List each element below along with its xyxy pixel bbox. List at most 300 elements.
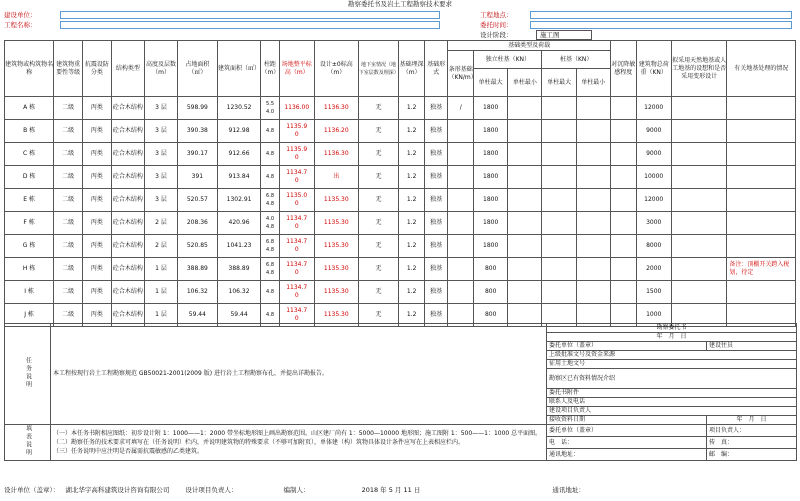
row-pile-min[interactable] <box>576 120 610 143</box>
commission-phone[interactable]: 电 话： <box>547 437 707 449</box>
row-floor-area[interactable]: 1041.23 <box>217 235 261 258</box>
header-stage-row <box>480 30 513 40</box>
col-building: 建筑物或构筑物名称 <box>5 41 54 97</box>
row-depth[interactable]: 1.2 <box>399 143 425 166</box>
row-floor-area[interactable]: 913.84 <box>217 166 261 189</box>
location-field[interactable] <box>530 11 792 19</box>
row-pile-min[interactable] <box>576 166 610 189</box>
row-height[interactable]: 3 层 <box>144 166 177 189</box>
row-area[interactable]: 391 <box>178 166 218 189</box>
row-note[interactable] <box>727 120 796 143</box>
row-note[interactable] <box>727 281 796 304</box>
row-zero-level[interactable]: 1136.20 <box>314 120 358 143</box>
row-name[interactable]: A 栋 <box>5 97 54 120</box>
row-name[interactable]: G 栋 <box>5 235 54 258</box>
row-structure[interactable]: 砼合木结构 <box>111 281 144 304</box>
row-pile-min[interactable] <box>576 235 610 258</box>
row-pile-max[interactable] <box>542 120 576 143</box>
col-isolated: 独立柱基（KN） <box>474 51 542 69</box>
row-isolated-min[interactable] <box>508 212 542 235</box>
row-grade[interactable]: 二级 <box>54 189 83 212</box>
table-row <box>5 97 796 120</box>
row-floor-area[interactable]: 106.32 <box>217 281 261 304</box>
row-basement[interactable]: 无 <box>358 212 399 235</box>
row-total-load[interactable]: 9000 <box>636 143 671 166</box>
row-isolated-min[interactable] <box>508 143 542 166</box>
commission-seal-2[interactable]: 委托单位（盖章） <box>547 425 707 437</box>
commission-date-2[interactable]: 年 月 日 <box>707 416 797 425</box>
commission-fax[interactable]: 传 真： <box>707 437 797 449</box>
commission-address[interactable]: 通讯地址： <box>547 449 707 461</box>
row-floor-area[interactable]: 912.98 <box>217 120 261 143</box>
row-height[interactable]: 1 层 <box>144 304 177 327</box>
fill-label: 填表说明 <box>24 425 32 457</box>
row-site-level[interactable]: 1134.7 0 <box>279 258 314 281</box>
row-pile-max[interactable] <box>542 189 576 212</box>
row-seismic[interactable]: 丙类 <box>83 304 112 327</box>
row-depth[interactable]: 1.2 <box>399 304 425 327</box>
row-seismic[interactable]: 丙类 <box>83 143 112 166</box>
row-zero-level[interactable]: 1135.30 <box>314 235 358 258</box>
row-name[interactable]: H 栋 <box>5 258 54 281</box>
row-total-load[interactable]: 12000 <box>636 97 671 120</box>
col-group-foundation: 基础类型及荷载 <box>448 41 611 51</box>
col-sensitivity: 对沉降敏感程度 <box>610 41 636 97</box>
row-pile-max[interactable] <box>542 97 576 120</box>
row-isolated-max[interactable]: 800 <box>474 304 508 327</box>
row-pile-max[interactable] <box>542 212 576 235</box>
row-name[interactable]: I 栋 <box>5 281 54 304</box>
row-site-level[interactable]: 1134.7 0 <box>279 166 314 189</box>
row-strip[interactable] <box>448 166 474 189</box>
row-isolated-min[interactable] <box>508 281 542 304</box>
table-header-row-1 <box>5 41 796 51</box>
row-seismic[interactable]: 丙类 <box>83 212 112 235</box>
row-note[interactable] <box>727 166 796 189</box>
row-area[interactable]: 208.36 <box>178 212 218 235</box>
row-span[interactable]: 4.8 <box>261 166 279 189</box>
row-structure[interactable]: 砼合木结构 <box>111 97 144 120</box>
row-isolated-min[interactable] <box>508 258 542 281</box>
row-floor-area[interactable]: 59.44 <box>217 304 261 327</box>
row-grade[interactable]: 二级 <box>54 258 83 281</box>
row-height[interactable]: 3 层 <box>144 189 177 212</box>
row-floor-area[interactable]: 912.66 <box>217 143 261 166</box>
row-strip[interactable] <box>448 120 474 143</box>
document-title: 勘察委托书及岩土工程勘察技术要求 <box>348 0 452 8</box>
row-site-level[interactable]: 1134.7 0 <box>279 235 314 258</box>
row-strip[interactable] <box>448 281 474 304</box>
row-span[interactable]: 5.5 4.0 <box>261 97 279 120</box>
row-pile-min[interactable] <box>576 212 610 235</box>
col-pile-max: 单柱最大 <box>542 69 576 97</box>
table-row <box>5 166 796 189</box>
row-design[interactable] <box>671 120 727 143</box>
row-note[interactable]: 备注：顶棚开关跨入税划，待定 <box>727 258 796 281</box>
row-height[interactable]: 2 层 <box>144 235 177 258</box>
commission-seal[interactable]: 委托单位（盖章） <box>547 342 707 351</box>
row-sensitivity[interactable] <box>610 166 636 189</box>
row-design[interactable] <box>671 166 727 189</box>
row-structure[interactable]: 砼合木结构 <box>111 120 144 143</box>
time-label: 委托时间： <box>480 21 513 29</box>
row-isolated-min[interactable] <box>508 120 542 143</box>
col-zero-level: 设计±0标高（m） <box>314 41 358 97</box>
row-note[interactable] <box>727 212 796 235</box>
lower-section <box>4 323 797 461</box>
time-field[interactable] <box>530 21 792 29</box>
row-pile-max[interactable] <box>542 143 576 166</box>
row-isolated-min[interactable] <box>508 97 542 120</box>
row-span[interactable]: 4.8 <box>261 304 279 327</box>
row-design[interactable] <box>671 235 727 258</box>
row-span[interactable]: 4.0 4.8 <box>261 212 279 235</box>
row-strip[interactable] <box>448 235 474 258</box>
col-span: 柱距（m） <box>261 41 279 97</box>
row-name[interactable]: D 栋 <box>5 166 54 189</box>
row-total-load[interactable]: 2000 <box>636 258 671 281</box>
commission-receive-date[interactable]: 接收资料日期 <box>547 416 707 425</box>
table-row <box>5 281 796 304</box>
row-isolated-max[interactable]: 1800 <box>474 235 508 258</box>
row-isolated-max[interactable]: 1800 <box>474 97 508 120</box>
row-form[interactable]: 独基 <box>424 281 448 304</box>
table-row <box>5 235 796 258</box>
row-strip[interactable] <box>448 212 474 235</box>
row-depth[interactable]: 1.2 <box>399 258 425 281</box>
row-name[interactable]: F 栋 <box>5 212 54 235</box>
row-grade[interactable]: 二级 <box>54 97 83 120</box>
row-design[interactable] <box>671 189 727 212</box>
row-name[interactable]: E 栋 <box>5 189 54 212</box>
row-grade[interactable]: 二级 <box>54 120 83 143</box>
row-total-load[interactable]: 10000 <box>636 166 671 189</box>
table-row <box>5 143 796 166</box>
task-text[interactable]: 本工程按现行岩土工程勘察规范 GB50021-2001(2009 版) 进行岩土工程勘察布孔，并提出详勘报告。 <box>51 324 547 425</box>
row-depth[interactable]: 1.2 <box>399 97 425 120</box>
col-design: 拟采用天然地基或人工地基的设想和是否采用变形设计 <box>671 41 727 97</box>
row-structure[interactable]: 砼合木结构 <box>111 143 144 166</box>
row-basement[interactable]: 无 <box>358 235 399 258</box>
stage-value[interactable]: 施工图 <box>536 30 592 40</box>
row-pile-min[interactable] <box>576 281 610 304</box>
col-seismic: 抗震设防分类 <box>83 41 112 97</box>
commission-lead[interactable]: 建设项目负责人 <box>547 407 797 416</box>
row-basement[interactable]: 无 <box>358 120 399 143</box>
row-depth[interactable]: 1.2 <box>399 120 425 143</box>
row-site-level[interactable]: 1135.9 0 <box>279 143 314 166</box>
row-design[interactable] <box>671 281 727 304</box>
col-form: 基础形式 <box>424 41 448 97</box>
fill-line-2: （二）勘察任务的技术要求可填写在（任务说明）栏内，并说明建筑物的特殊要求（不够可加附页），单体建（构）筑物具体设计条件应写在上表相应栏内。 <box>53 439 465 446</box>
row-form[interactable]: 独基 <box>424 235 448 258</box>
commission-project-lead-2[interactable]: 项目负责人： <box>707 425 797 437</box>
commission-contact[interactable]: 联系人及电话 <box>547 398 797 407</box>
row-pile-max[interactable] <box>542 235 576 258</box>
project-label: 工程名称： <box>4 21 37 29</box>
row-form[interactable]: 独基 <box>424 97 448 120</box>
fill-line-1: （一）本任务书附相应图纸：初步设计附 1：1000——1：2000 带坐标地形图上画出勘察范围。山区建厂尚有 1：5000—10000 地形图；施工图附 1：500——1：1000 总平面图。 <box>53 430 542 437</box>
row-form[interactable]: 独基 <box>424 258 448 281</box>
row-pile-min[interactable] <box>576 258 610 281</box>
col-strip: 条形基础（KN/m） <box>448 51 474 97</box>
row-structure[interactable]: 砼合木结构 <box>111 166 144 189</box>
footer-leader-label: 设计项目负责人： <box>185 486 238 494</box>
row-sensitivity[interactable] <box>610 120 636 143</box>
row-area[interactable]: 390.17 <box>178 143 218 166</box>
task-label-cell <box>5 324 51 425</box>
commission-existing-data[interactable]: 勘察区已有资料情况介绍 <box>547 369 797 389</box>
row-form[interactable]: 独基 <box>424 166 448 189</box>
table-row <box>5 212 796 235</box>
row-structure[interactable]: 砼合木结构 <box>111 258 144 281</box>
stage-label: 设计阶段： <box>480 31 513 39</box>
row-area[interactable]: 520.57 <box>178 189 218 212</box>
project-field[interactable] <box>60 21 440 29</box>
builder-field[interactable] <box>60 11 440 19</box>
col-area: 占地面积（㎡） <box>178 41 218 97</box>
row-site-level[interactable]: 1134.7 0 <box>279 281 314 304</box>
row-zero-level[interactable]: 1135.30 <box>314 258 358 281</box>
row-depth[interactable]: 1.2 <box>399 212 425 235</box>
col-height: 高度及层数（m） <box>144 41 177 97</box>
row-basement[interactable]: 无 <box>358 189 399 212</box>
footer-date: 2018 年 5 月 11 日 <box>361 486 421 494</box>
row-isolated-max[interactable]: 1800 <box>474 212 508 235</box>
row-isolated-min[interactable] <box>508 189 542 212</box>
fill-line-3: （三）任务说明中应注明是否属需抗震敏感的乙类建筑。 <box>53 448 204 455</box>
row-span[interactable]: 6.8 4.8 <box>261 258 279 281</box>
table-row <box>5 120 796 143</box>
row-zero-level[interactable]: 1135.30 <box>314 281 358 304</box>
row-form[interactable]: 独基 <box>424 304 448 327</box>
row-isolated-min[interactable] <box>508 235 542 258</box>
row-depth[interactable]: 1.2 <box>399 235 425 258</box>
row-total-load[interactable]: 12000 <box>636 189 671 212</box>
col-grade: 建筑物重要性等级 <box>54 41 83 97</box>
row-total-load[interactable]: 3000 <box>636 212 671 235</box>
row-span[interactable]: 4.8 <box>261 143 279 166</box>
row-area[interactable]: 59.44 <box>178 304 218 327</box>
col-depth: 基础埋深（m） <box>399 41 425 97</box>
row-isolated-min[interactable] <box>508 166 542 189</box>
row-pile-min[interactable] <box>576 97 610 120</box>
row-span[interactable]: 6.8 4.8 <box>261 189 279 212</box>
row-area[interactable]: 388.89 <box>178 258 218 281</box>
row-isolated-max[interactable]: 1800 <box>474 143 508 166</box>
col-isolated-max: 单柱最大 <box>474 69 508 97</box>
row-sensitivity[interactable] <box>610 235 636 258</box>
table-row <box>5 258 796 281</box>
table-row <box>5 189 796 212</box>
row-seismic[interactable]: 丙类 <box>83 235 112 258</box>
row-structure[interactable]: 砼合木结构 <box>111 235 144 258</box>
header-time-row <box>480 20 513 30</box>
row-zero-level[interactable]: 1136.30 <box>314 143 358 166</box>
row-design[interactable] <box>671 97 727 120</box>
row-note[interactable] <box>727 235 796 258</box>
row-basement[interactable]: 无 <box>358 281 399 304</box>
row-floor-area[interactable]: 388.89 <box>217 258 261 281</box>
row-strip[interactable] <box>448 258 474 281</box>
row-zero-level[interactable]: 出 <box>314 166 358 189</box>
row-isolated-max[interactable]: 800 <box>474 281 508 304</box>
row-sensitivity[interactable] <box>610 143 636 166</box>
row-sensitivity[interactable] <box>610 258 636 281</box>
row-strip[interactable] <box>448 143 474 166</box>
row-seismic[interactable]: 丙类 <box>83 258 112 281</box>
header-project-row <box>4 20 37 30</box>
row-total-load[interactable]: 1500 <box>636 281 671 304</box>
commission-approval[interactable]: 上级批准文号及资金来源 <box>547 351 797 360</box>
row-structure[interactable]: 砼合木结构 <box>111 212 144 235</box>
col-isolated-min: 单柱最小 <box>508 69 542 97</box>
commission-date-1[interactable]: 年 月 日 <box>547 333 797 342</box>
footer-compiler-label: 编制人： <box>283 486 310 494</box>
row-design[interactable] <box>671 258 727 281</box>
col-pile-min: 单柱最小 <box>576 69 610 97</box>
footer <box>4 483 796 497</box>
row-sensitivity[interactable] <box>610 281 636 304</box>
row-grade[interactable]: 二级 <box>54 212 83 235</box>
row-depth[interactable]: 1.2 <box>399 189 425 212</box>
row-site-level[interactable]: 1134.7 0 <box>279 304 314 327</box>
row-site-level[interactable]: 1136.00 <box>279 97 314 120</box>
row-sensitivity[interactable] <box>610 97 636 120</box>
row-isolated-max[interactable]: 1800 <box>474 166 508 189</box>
row-grade[interactable]: 二级 <box>54 235 83 258</box>
row-height[interactable]: 2 层 <box>144 212 177 235</box>
row-isolated-max[interactable]: 1800 <box>474 189 508 212</box>
row-total-load[interactable]: 8000 <box>636 235 671 258</box>
building-table <box>4 40 796 327</box>
row-strip[interactable] <box>448 189 474 212</box>
col-site-level: 场地整平标高（m） <box>279 41 314 97</box>
row-pile-max[interactable] <box>542 258 576 281</box>
row-total-load[interactable]: 1000 <box>636 304 671 327</box>
row-zero-level[interactable]: 1135.30 <box>314 304 358 327</box>
row-seismic[interactable]: 丙类 <box>83 189 112 212</box>
row-design[interactable] <box>671 143 727 166</box>
row-form[interactable]: 独基 <box>424 212 448 235</box>
footer-unit-value: 湖北华宇高科建筑设计咨询有限公司 <box>65 486 170 494</box>
row-form[interactable]: 独基 <box>424 120 448 143</box>
row-pile-max[interactable] <box>542 166 576 189</box>
col-basement: 地下室情况（地下室层数及埋深） <box>358 41 399 97</box>
row-height[interactable]: 3 层 <box>144 120 177 143</box>
row-site-level[interactable]: 1134.7 0 <box>279 212 314 235</box>
row-height[interactable]: 3 层 <box>144 143 177 166</box>
col-total-load: 建筑物总荷重（KN） <box>636 41 671 97</box>
footer-unit-label: 设计单位（盖章）： <box>4 486 60 494</box>
row-form[interactable]: 独基 <box>424 189 448 212</box>
task-label: 任务说明 <box>24 356 32 389</box>
row-zero-level[interactable]: 1135.30 <box>314 212 358 235</box>
row-floor-area[interactable]: 420.96 <box>217 212 261 235</box>
commission-project-person[interactable]: 建设往员 <box>707 342 797 351</box>
row-seismic[interactable]: 丙类 <box>83 120 112 143</box>
commission-postcode[interactable]: 邮 编： <box>707 449 797 461</box>
table-body <box>5 97 796 327</box>
fill-label-cell <box>5 425 51 461</box>
commission-land[interactable]: 征用土地文号 <box>547 360 797 369</box>
row-basement[interactable]: 无 <box>358 258 399 281</box>
row-design[interactable] <box>671 212 727 235</box>
row-form[interactable]: 独基 <box>424 143 448 166</box>
fill-instructions <box>51 425 547 461</box>
row-grade[interactable]: 二级 <box>54 166 83 189</box>
row-note[interactable] <box>727 189 796 212</box>
row-seismic[interactable]: 丙类 <box>83 281 112 304</box>
header-builder-row <box>4 10 37 20</box>
row-isolated-max[interactable]: 800 <box>474 258 508 281</box>
row-grade[interactable]: 二级 <box>54 143 83 166</box>
row-strip[interactable]: / <box>448 97 474 120</box>
row-grade[interactable]: 二级 <box>54 304 83 327</box>
row-depth[interactable]: 1.2 <box>399 166 425 189</box>
row-site-level[interactable]: 1135.9 0 <box>279 120 314 143</box>
col-floor-area: 建筑面积（㎡） <box>217 41 261 97</box>
row-total-load[interactable]: 9000 <box>636 120 671 143</box>
row-floor-area[interactable]: 1230.52 <box>217 97 261 120</box>
row-zero-level[interactable]: 1136.30 <box>314 97 358 120</box>
row-span[interactable]: 4.8 <box>261 281 279 304</box>
row-sensitivity[interactable] <box>610 212 636 235</box>
row-area[interactable]: 598.99 <box>178 97 218 120</box>
row-seismic[interactable]: 丙类 <box>83 166 112 189</box>
commission-attachment[interactable]: 委托书附件 <box>547 389 797 398</box>
row-grade[interactable]: 二级 <box>54 281 83 304</box>
row-site-level[interactable]: 1135.0 0 <box>279 189 314 212</box>
row-zero-level[interactable]: 1135.30 <box>314 189 358 212</box>
row-basement[interactable]: 无 <box>358 143 399 166</box>
row-pile-min[interactable] <box>576 189 610 212</box>
row-name[interactable]: J 栋 <box>5 304 54 327</box>
row-structure[interactable]: 砼合木结构 <box>111 189 144 212</box>
row-basement[interactable]: 无 <box>358 166 399 189</box>
row-area[interactable]: 520.85 <box>178 235 218 258</box>
row-name[interactable]: C 栋 <box>5 143 54 166</box>
row-note[interactable] <box>727 97 796 120</box>
footer-address-label: 通讯地址： <box>552 486 585 494</box>
col-pile: 桩基（KN） <box>542 51 610 69</box>
col-structure: 结构类型 <box>111 41 144 97</box>
row-span[interactable]: 4.8 <box>261 120 279 143</box>
row-structure[interactable]: 砼合木结构 <box>111 304 144 327</box>
row-basement[interactable]: 无 <box>358 304 399 327</box>
row-floor-area[interactable]: 1302.91 <box>217 189 261 212</box>
row-note[interactable] <box>727 143 796 166</box>
row-pile-min[interactable] <box>576 143 610 166</box>
row-name[interactable]: B 栋 <box>5 120 54 143</box>
row-sensitivity[interactable] <box>610 189 636 212</box>
row-basement[interactable]: 无 <box>358 97 399 120</box>
row-seismic[interactable]: 丙类 <box>83 97 112 120</box>
row-depth[interactable]: 1.2 <box>399 281 425 304</box>
row-height[interactable]: 3 层 <box>144 97 177 120</box>
header-location-row <box>480 10 513 20</box>
row-area[interactable]: 390.38 <box>178 120 218 143</box>
row-isolated-max[interactable]: 1800 <box>474 120 508 143</box>
col-notes: 有关地基处理的情况 <box>727 41 796 97</box>
builder-label: 建设单位： <box>4 11 37 19</box>
row-height[interactable]: 1 层 <box>144 258 177 281</box>
row-pile-max[interactable] <box>542 281 576 304</box>
row-height[interactable]: 1 层 <box>144 281 177 304</box>
row-area[interactable]: 106.32 <box>178 281 218 304</box>
row-span[interactable]: 6.8 4.8 <box>261 235 279 258</box>
location-label: 工程地点： <box>480 11 513 19</box>
